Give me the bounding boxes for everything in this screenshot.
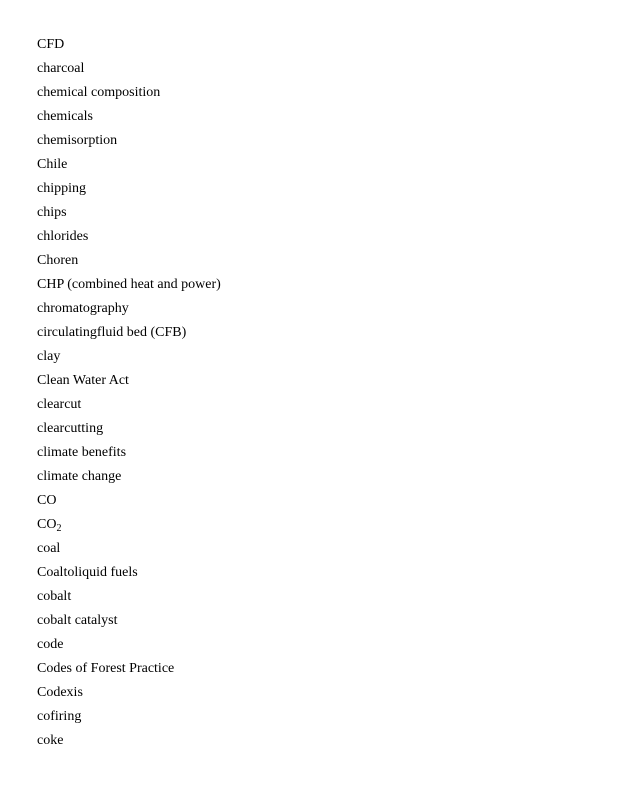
index-entry-clearcut: clearcut [37,397,82,412]
index-entry-clearcutting: clearcutting [37,421,104,436]
index-entry-climate-benefits: climate benefits [37,445,127,460]
index-entry-chemisorption: chemisorption [37,133,118,148]
index-entry-clay: clay [37,349,61,364]
index-entry-chemicals: chemicals [37,109,93,124]
index-entry-codes-of-forest-practice: Codes of Forest Practice [37,661,175,676]
index-entry-circulating-fluid-bed: circulatingfluid bed (CFB) [37,325,187,340]
index-entry-chromatography: chromatography [37,301,129,316]
index-entry-codexis: Codexis [37,685,83,700]
index-entry-choren: Choren [37,253,79,268]
index-entry-charcoal: charcoal [37,61,85,76]
index-entry-chemical-composition: chemical composition [37,85,161,100]
index-entry-co2-base: CO [37,517,57,532]
index-entry-cfd: CFD [37,37,65,52]
index-entry-co2-subscript: 2 [56,523,62,534]
index-entry-coal-to-liquid-fuels: Coaltoliquid fuels [37,565,138,580]
index-entry-climate-change: climate change [37,469,122,484]
index-entry-cobalt-catalyst: cobalt catalyst [37,613,118,628]
index-entry-cofiring: cofiring [37,709,82,724]
index-entry-co2 [37,516,221,540]
index-entry-clean-water-act: Clean Water Act [37,373,129,388]
index-list [37,36,221,756]
index-entry-code: code [37,637,64,652]
index-entry-chp: CHP (combined heat and power) [37,277,221,292]
index-entry-chlorides: chlorides [37,229,89,244]
index-entry-coke: coke [37,733,64,748]
index-entry-cobalt: cobalt [37,589,72,604]
index-entry-co: CO [37,493,57,508]
index-entry-chipping: chipping [37,181,86,196]
index-entry-coal: coal [37,541,61,556]
index-entry-chile: Chile [37,157,68,172]
index-entry-chips: chips [37,205,67,220]
